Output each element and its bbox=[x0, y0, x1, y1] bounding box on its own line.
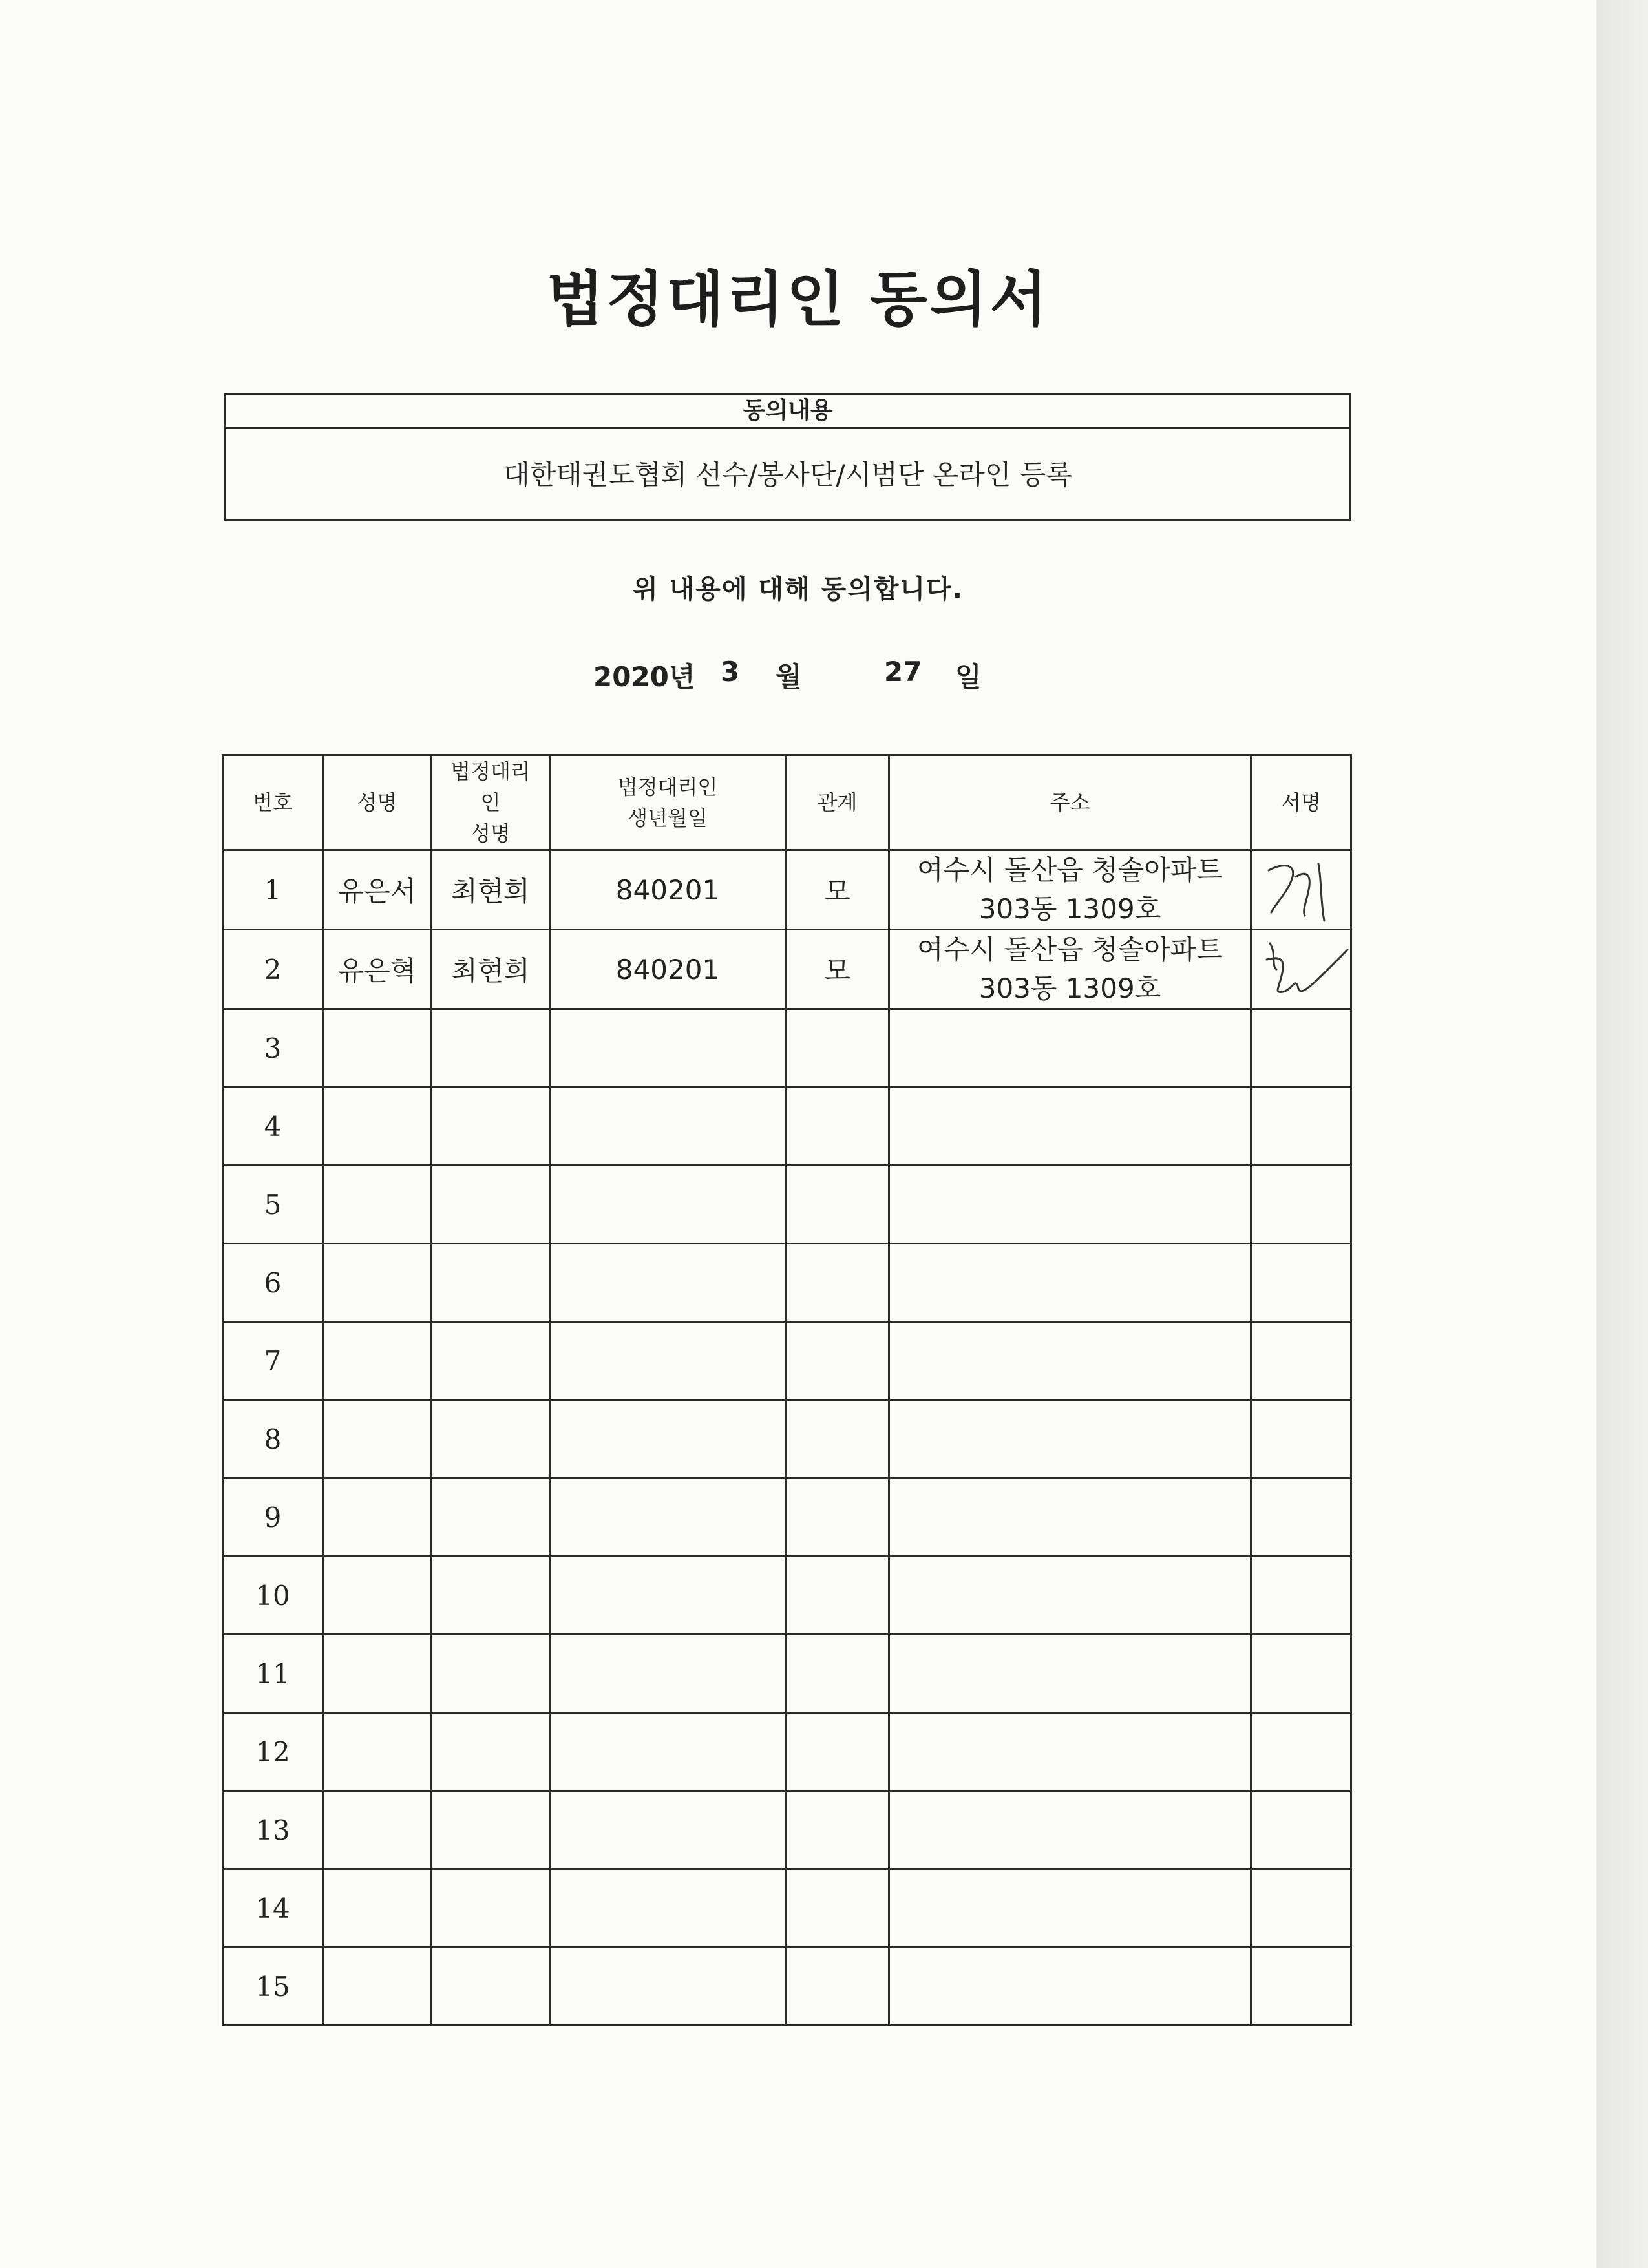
table-row bbox=[223, 1557, 1351, 1635]
row-guardian-birth bbox=[550, 1869, 786, 1948]
row-signature bbox=[1251, 1166, 1351, 1244]
row-signature bbox=[1251, 1322, 1351, 1400]
row-address bbox=[889, 1009, 1251, 1087]
row-relation bbox=[786, 1244, 889, 1322]
row-address bbox=[889, 1087, 1251, 1166]
row-name: 유은혁 bbox=[323, 930, 432, 1009]
row-address bbox=[889, 1322, 1251, 1400]
table-row bbox=[223, 1166, 1351, 1244]
row-relation bbox=[786, 1948, 889, 2026]
table-header-row bbox=[223, 755, 1351, 850]
row-relation bbox=[786, 1869, 889, 1948]
header-relation: 관계 bbox=[786, 755, 889, 850]
row-no: 4 bbox=[223, 1087, 323, 1166]
row-relation bbox=[786, 1557, 889, 1635]
row-address-line2: 303동 1309호 bbox=[978, 893, 1161, 925]
table-row bbox=[223, 1791, 1351, 1869]
row-no: 6 bbox=[223, 1244, 323, 1322]
row-relation: 모 bbox=[786, 850, 889, 930]
row-name bbox=[323, 1869, 432, 1948]
row-name bbox=[323, 1557, 432, 1635]
header-guardian-name-line3: 성명 bbox=[470, 821, 511, 846]
table-row bbox=[223, 1478, 1351, 1557]
row-relation bbox=[786, 1009, 889, 1087]
row-no: 14 bbox=[223, 1869, 323, 1948]
table-row bbox=[223, 1322, 1351, 1400]
header-signature: 서명 bbox=[1251, 755, 1351, 850]
handwritten-signature bbox=[1257, 930, 1354, 1007]
row-guardian-name bbox=[432, 1791, 550, 1869]
row-name bbox=[323, 1322, 432, 1400]
row-no: 15 bbox=[223, 1948, 323, 2026]
row-address bbox=[889, 1791, 1251, 1869]
header-guardian-birth-line2: 생년월일 bbox=[628, 806, 708, 830]
row-guardian-birth: 840201 bbox=[550, 930, 786, 1009]
row-no: 9 bbox=[223, 1478, 323, 1557]
row-name bbox=[323, 1009, 432, 1087]
row-relation bbox=[786, 1087, 889, 1166]
row-relation bbox=[786, 1166, 889, 1244]
scan-edge bbox=[1596, 0, 1648, 2268]
header-guardian-birth bbox=[550, 755, 786, 850]
row-name bbox=[323, 1791, 432, 1869]
row-guardian-birth bbox=[550, 1948, 786, 2026]
row-guardian-name bbox=[432, 1948, 550, 2026]
document-title: 법정대리인 동의서 bbox=[546, 265, 1050, 334]
row-guardian-name bbox=[432, 1400, 550, 1478]
row-no: 1 bbox=[223, 850, 323, 930]
row-name bbox=[323, 1166, 432, 1244]
row-guardian-name bbox=[432, 1087, 550, 1166]
row-address-line1: 여수시 돌산읍 청솔아파트 bbox=[917, 854, 1223, 886]
row-no: 2 bbox=[223, 930, 323, 1009]
row-guardian-name bbox=[432, 1244, 550, 1322]
row-no: 13 bbox=[223, 1791, 323, 1869]
row-guardian-name bbox=[432, 1635, 550, 1713]
table-row bbox=[223, 1244, 1351, 1322]
row-address bbox=[889, 1478, 1251, 1557]
row-name bbox=[323, 1244, 432, 1322]
row-signature bbox=[1251, 1948, 1351, 2026]
header-no: 번호 bbox=[223, 755, 323, 850]
row-no: 11 bbox=[223, 1635, 323, 1713]
row-guardian-birth bbox=[550, 1166, 786, 1244]
header-address: 주소 bbox=[889, 755, 1251, 850]
row-guardian-birth bbox=[550, 1322, 786, 1400]
row-guardian-birth bbox=[550, 1557, 786, 1635]
date-month: 3 bbox=[721, 656, 740, 688]
row-name bbox=[323, 1948, 432, 2026]
row-guardian-name bbox=[432, 1478, 550, 1557]
date-day: 27 bbox=[884, 656, 922, 688]
row-name bbox=[323, 1478, 432, 1557]
row-address bbox=[889, 1400, 1251, 1478]
consent-box bbox=[224, 393, 1351, 521]
row-address bbox=[889, 1244, 1251, 1322]
row-address bbox=[889, 1557, 1251, 1635]
row-name bbox=[323, 1087, 432, 1166]
table-row bbox=[223, 1400, 1351, 1478]
row-guardian-birth bbox=[550, 1087, 786, 1166]
row-address bbox=[889, 1635, 1251, 1713]
row-guardian-birth bbox=[550, 1244, 786, 1322]
row-signature bbox=[1251, 1009, 1351, 1087]
row-signature bbox=[1251, 1791, 1351, 1869]
row-guardian-birth bbox=[550, 1635, 786, 1713]
row-relation bbox=[786, 1322, 889, 1400]
row-name: 유은서 bbox=[323, 850, 432, 930]
handwritten-signature bbox=[1257, 851, 1354, 927]
row-guardian-birth bbox=[550, 1009, 786, 1087]
row-guardian-birth bbox=[550, 1713, 786, 1791]
row-address bbox=[889, 930, 1251, 1009]
row-no: 3 bbox=[223, 1009, 323, 1087]
row-name bbox=[323, 1400, 432, 1478]
row-signature bbox=[1251, 1478, 1351, 1557]
table-row bbox=[223, 930, 1351, 1009]
date-year: 2020년 bbox=[593, 661, 695, 693]
row-guardian-birth bbox=[550, 1791, 786, 1869]
row-guardian-name: 최현희 bbox=[432, 850, 550, 930]
row-signature bbox=[1251, 1557, 1351, 1635]
header-name: 성명 bbox=[323, 755, 432, 850]
row-guardian-birth bbox=[550, 1478, 786, 1557]
table-row bbox=[223, 1869, 1351, 1948]
row-address bbox=[889, 850, 1251, 930]
table-row bbox=[223, 850, 1351, 930]
table-row bbox=[223, 1087, 1351, 1166]
row-relation: 모 bbox=[786, 930, 889, 1009]
consent-text: 대한태권도협회 선수/봉사단/시범단 온라인 등록 bbox=[503, 459, 1072, 490]
guardian-table bbox=[222, 754, 1352, 2026]
row-address-line1: 여수시 돌산읍 청솔아파트 bbox=[917, 934, 1223, 965]
row-relation bbox=[786, 1791, 889, 1869]
row-name bbox=[323, 1635, 432, 1713]
row-no: 7 bbox=[223, 1322, 323, 1400]
date-day-unit: 일 bbox=[955, 661, 982, 693]
row-no: 8 bbox=[223, 1400, 323, 1478]
row-relation bbox=[786, 1478, 889, 1557]
agreement-text: 위 내용에 대해 동의합니다. bbox=[632, 574, 964, 604]
row-guardian-name bbox=[432, 1166, 550, 1244]
row-no: 5 bbox=[223, 1166, 323, 1244]
row-address bbox=[889, 1713, 1251, 1791]
row-signature bbox=[1251, 1713, 1351, 1791]
row-guardian-name bbox=[432, 1713, 550, 1791]
table-row bbox=[223, 1948, 1351, 2026]
row-signature bbox=[1251, 1400, 1351, 1478]
row-guardian-name bbox=[432, 1869, 550, 1948]
row-address bbox=[889, 1948, 1251, 2026]
row-guardian-birth: 840201 bbox=[550, 850, 786, 930]
row-signature bbox=[1251, 850, 1351, 930]
row-no: 12 bbox=[223, 1713, 323, 1791]
row-signature bbox=[1251, 930, 1351, 1009]
row-relation bbox=[786, 1400, 889, 1478]
table-row bbox=[223, 1713, 1351, 1791]
row-guardian-name: 최현희 bbox=[432, 930, 550, 1009]
header-guardian-name-line1: 법정대리 bbox=[450, 759, 531, 784]
row-relation bbox=[786, 1635, 889, 1713]
row-guardian-name bbox=[432, 1009, 550, 1087]
consent-heading: 동의내용 bbox=[226, 395, 1349, 429]
row-name bbox=[323, 1713, 432, 1791]
row-no: 10 bbox=[223, 1557, 323, 1635]
row-guardian-birth bbox=[550, 1400, 786, 1478]
row-address bbox=[889, 1166, 1251, 1244]
row-guardian-name bbox=[432, 1322, 550, 1400]
row-address-line2: 303동 1309호 bbox=[978, 972, 1161, 1004]
table-row bbox=[223, 1009, 1351, 1087]
row-relation bbox=[786, 1713, 889, 1791]
date-month-unit: 월 bbox=[776, 661, 802, 693]
header-guardian-name bbox=[432, 755, 550, 850]
row-signature bbox=[1251, 1087, 1351, 1166]
header-guardian-birth-line1: 법정대리인 bbox=[617, 775, 718, 799]
row-signature bbox=[1251, 1869, 1351, 1948]
row-signature bbox=[1251, 1244, 1351, 1322]
row-signature bbox=[1251, 1635, 1351, 1713]
row-address bbox=[889, 1869, 1251, 1948]
header-guardian-name-line2: 인 bbox=[480, 790, 501, 815]
row-guardian-name bbox=[432, 1557, 550, 1635]
table-row bbox=[223, 1635, 1351, 1713]
